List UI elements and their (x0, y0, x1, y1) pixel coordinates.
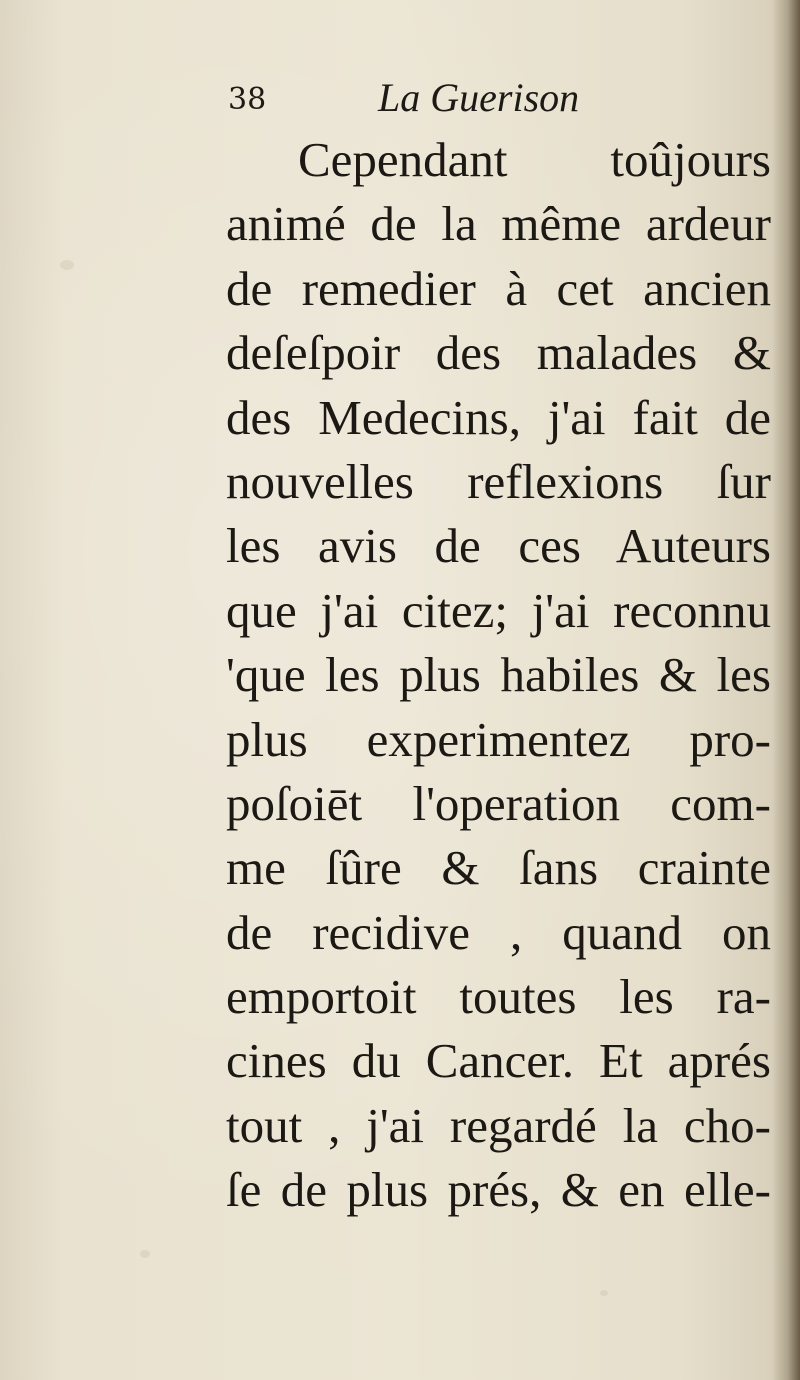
text-line: tout , j'ai regardé la cho- (226, 1097, 771, 1153)
text-line: animé de la même ardeur (226, 196, 771, 252)
text-line: nouvelles reflexions ſur (226, 453, 771, 509)
paper-stain (60, 260, 74, 270)
text-line: emportoit toutes les ra- (226, 969, 771, 1025)
running-title: La Guerison (378, 75, 580, 120)
text-line: 'que les plus habiles & les (226, 647, 771, 703)
text-line: cines du Cancer. Et aprés (226, 1033, 771, 1089)
paper-stain (600, 1290, 608, 1296)
text-line: poſoiēt l'operation com- (226, 775, 771, 831)
text-line: ſe de plus prés, & en elle- (226, 1162, 771, 1218)
text-line: de remedier à cet ancien (226, 260, 771, 316)
paper-stain (140, 1250, 150, 1258)
text-line: plus experimentez pro- (226, 711, 771, 767)
body-text (226, 128, 771, 1223)
text-line: deſeſpoir des malades & (226, 325, 771, 381)
page-header (228, 70, 698, 130)
text-line: de recidive , quand on (226, 904, 771, 960)
text-line: les avis de ces Auteurs (226, 518, 771, 574)
text-line: que j'ai citez; j'ai reconnu (226, 582, 771, 638)
text-line: Cependant toûjours (298, 132, 771, 187)
spine-shadow (772, 0, 800, 1380)
page-number: 38 (228, 82, 267, 117)
text-line: des Medecins, j'ai fait de (226, 389, 771, 445)
text-line: me ſûre & ſans crainte (226, 840, 771, 896)
